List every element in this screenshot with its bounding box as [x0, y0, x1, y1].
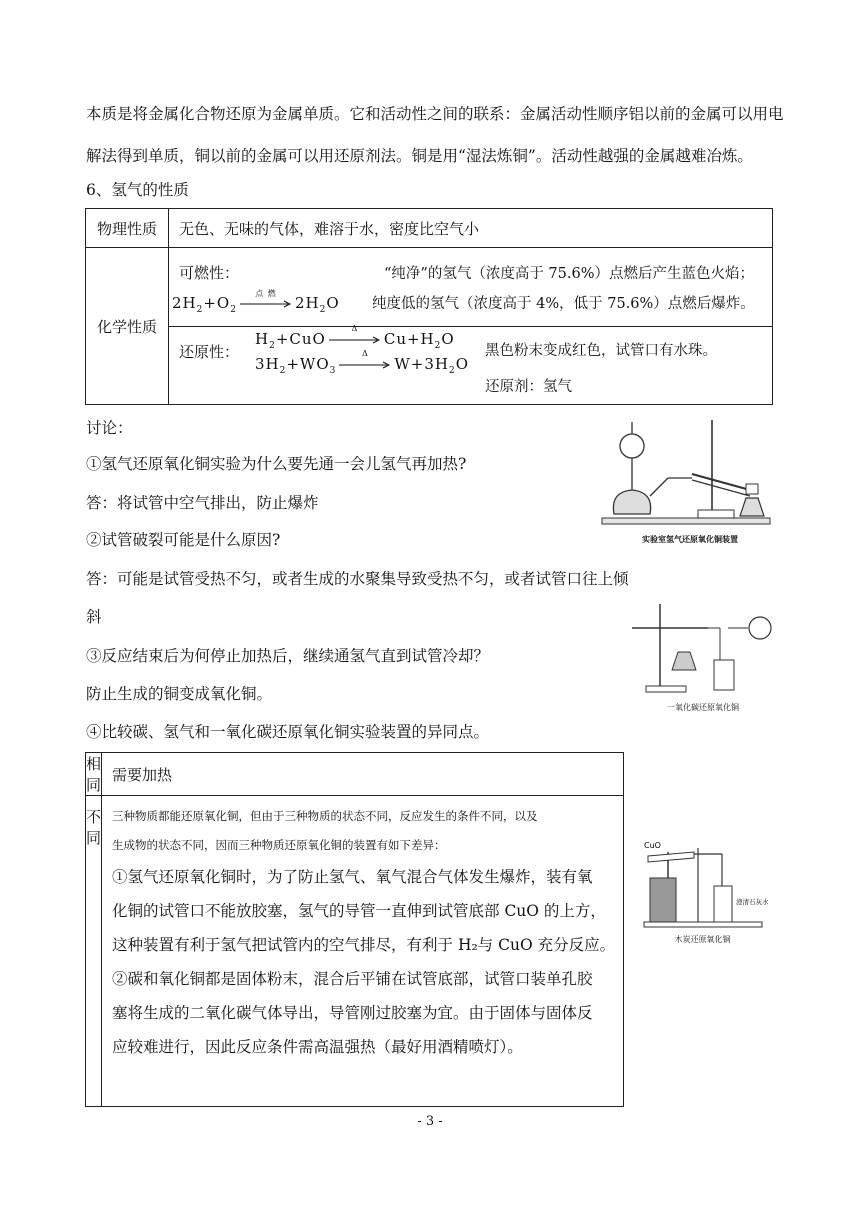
answer-2-line-2: 斜 — [86, 608, 102, 626]
answer-2-line-1: 答：可能是试管受热不匀，或者生成的水聚集导致受热不匀，或者试管口往上倾 — [86, 570, 629, 588]
figure-3-caption: 木炭还原氧化铜 — [674, 935, 731, 944]
equation-arrow: Δ — [329, 337, 381, 343]
diff-cell — [102, 796, 624, 1107]
wo3-reduction-equation: $3H_2+WO_3$ Δ $W+3H_2O$ — [255, 349, 470, 376]
intro-line-2: 解法得到单质，铜以前的金属可以用还原剂法。铜是用“湿法炼铜”。活动性越强的金属越难冶炼。 — [86, 147, 753, 165]
diff-line-5: 塞将生成的二氧化碳气体导出，导管刚过胶塞为宜。由于固体与固体反 — [112, 1004, 593, 1022]
equation-arrow: Δ — [339, 362, 391, 368]
impure-combustion-text: 纯度低的氢气（浓度高于 4%，低于 75.6%）点燃后爆炸。 — [372, 296, 755, 312]
hydrogen-properties-table — [85, 208, 773, 405]
diff-intro-2: 生成物的状态不同，因而三种物质还原氧化铜的装置有如下差异： — [112, 838, 446, 852]
question-4: ④比较碳、氢气和一氧化碳还原氧化铜实验装置的异同点。 — [86, 723, 490, 741]
lime-water-label: 澄清石灰水 — [736, 898, 769, 906]
comparison-table — [85, 752, 624, 1107]
diff-line-2: 化铜的试管口不能放胶塞，氢气的导管一直伸到试管底部 CuO 的上方， — [112, 902, 606, 920]
diff-intro-1: 三种物质都能还原氧化铜，但由于三种物质的状态不同，反应发生的条件不同，以及 — [112, 809, 538, 823]
diff-line-3: 这种装置有利于氢气把试管内的空气排尽，有利于 H₂与 CuO 充分反应。 — [112, 936, 616, 954]
combustion-condition: 点 燃 — [255, 289, 277, 298]
co-apparatus-drawing — [628, 598, 778, 698]
same-text: 需要加热 — [102, 753, 624, 796]
hydrogen-apparatus-drawing — [600, 414, 780, 530]
carbon-apparatus-drawing — [640, 838, 769, 930]
cuo-reduction-equation: $H_2+CuO$ Δ $Cu+H_2O$ — [255, 324, 455, 351]
question-1: ①氢气还原氧化铜实验为什么要先通一会儿氢气再加热? — [86, 455, 467, 473]
physical-text: 无色、无味的气体，难溶于水，密度比空气小 — [169, 209, 773, 248]
diff-line-6: 应较难进行，因此反应条件需高温强热（最好用酒精喷灯）。 — [112, 1038, 523, 1056]
reducing-agent: 还原剂：氢气 — [485, 379, 572, 395]
diff-line-4: ②碳和氧化铜都是固体粉末，混合后平铺在试管底部，试管口装单孔胶 — [112, 970, 593, 988]
answer-3: 防止生成的铜变成氧化铜。 — [86, 685, 273, 703]
combustion-equation: $2H_2+O_2$ 点 燃 $2H_2O$ — [172, 289, 340, 315]
question-3: ③反应结束后为何停止加热后，继续通氢气直到试管冷却？ — [86, 647, 490, 665]
figure-1-caption: 实验室氢气还原氧化铜装置 — [642, 535, 738, 544]
diff-line-1: ①氢气还原氧化铜时，为了防止氢气、氧气混合气体发生爆炸，装有氧 — [112, 868, 593, 886]
figure-co-apparatus — [628, 598, 778, 713]
flammability-label: 可燃性： — [179, 264, 240, 282]
intro-line-1: 本质是将金属化合物还原为金属单质。它和活动性之间的联系：金属活动性顺序铝以前的金属可以用电 — [86, 105, 784, 123]
page-number: - 3 - — [417, 1114, 443, 1129]
pure-combustion-text: “纯净”的氢气（浓度高于 75.6%）点燃后产生蓝色火焰； — [384, 266, 754, 282]
section-heading: 6、氢气的性质 — [86, 181, 189, 199]
figure-2-caption: 一氧化碳还原氧化铜 — [667, 703, 739, 712]
flammability-cell — [169, 248, 773, 327]
equation-arrow — [240, 289, 292, 307]
discussion-heading: 讨论： — [86, 419, 133, 437]
figure-carbon-apparatus — [640, 838, 769, 948]
reduction-observation: 黑色粉末变成红色，试管口有水珠。 — [485, 343, 717, 359]
same-label: 相同 — [86, 753, 102, 796]
answer-1: 答：将试管中空气排出，防止爆炸 — [86, 494, 319, 512]
reducibility-cell — [169, 324, 773, 405]
physical-label: 物理性质 — [86, 209, 169, 248]
figure-hydrogen-apparatus — [600, 414, 780, 546]
reducibility-label: 还原性： — [179, 343, 240, 361]
question-2: ②试管破裂可能是什么原因? — [86, 531, 281, 549]
chemical-label: 化学性质 — [86, 248, 169, 405]
diff-label: 不同 — [86, 796, 102, 1107]
cuo-label: CuO — [644, 841, 661, 850]
